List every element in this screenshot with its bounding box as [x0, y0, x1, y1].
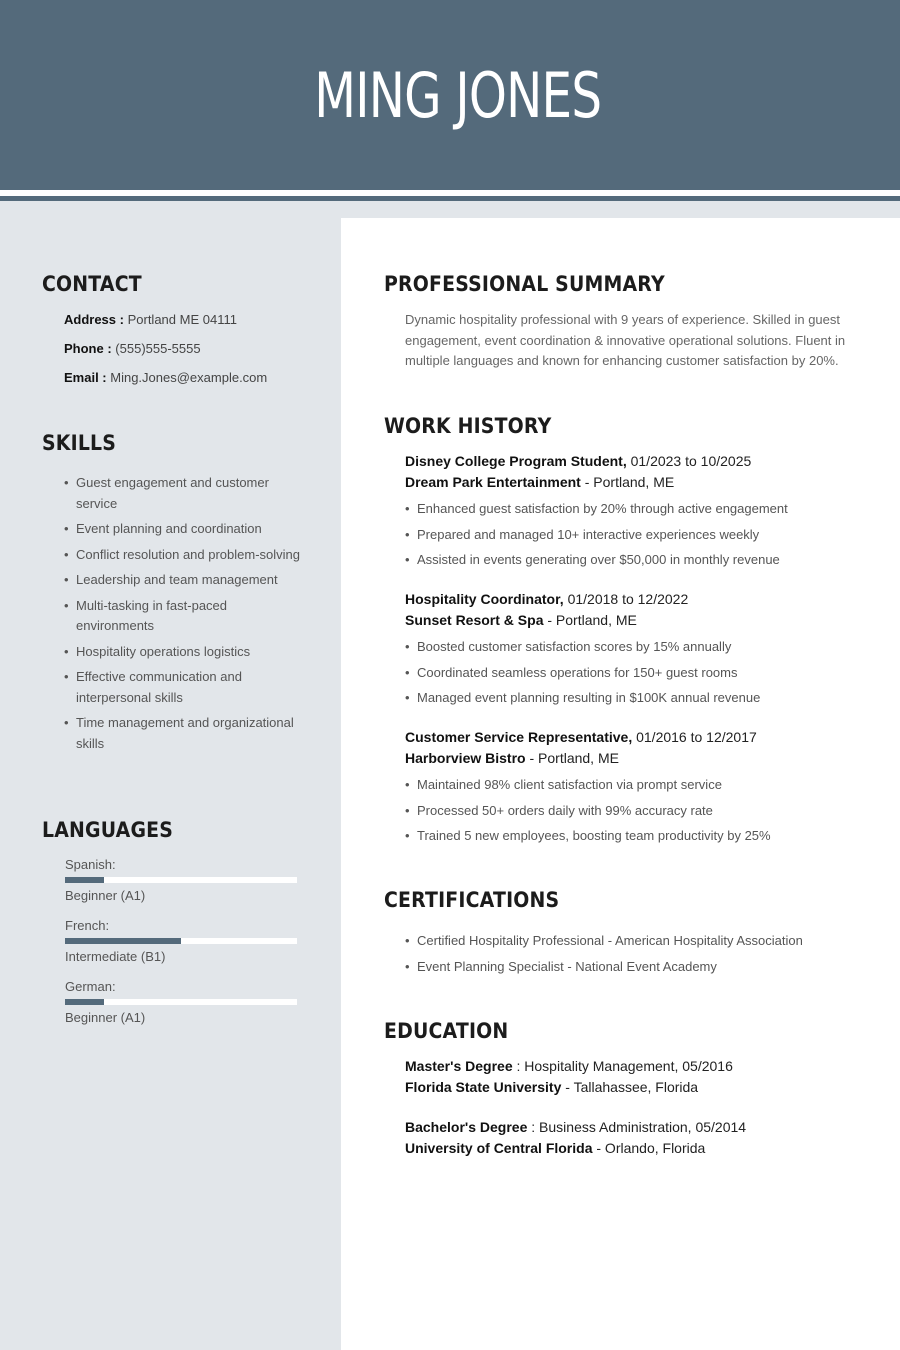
- email-value[interactable]: Ming.Jones@example.com: [110, 370, 268, 385]
- list-item: • Processed 50+ orders daily with 99% accuracy rate: [405, 798, 865, 824]
- certifications-heading: CERTIFICATIONS: [384, 888, 560, 912]
- job-company: Sunset Resort & Spa: [405, 611, 544, 628]
- address-label: Address :: [64, 312, 124, 327]
- job-dates: 01/2023 to 10/2025: [626, 453, 752, 469]
- proficiency-bar: [65, 877, 297, 883]
- list-item: • Event planning and coordination: [64, 519, 304, 540]
- contact-email: [64, 370, 267, 385]
- list-item: • Effective communication and interpersonal skills: [64, 667, 304, 708]
- job-entry: [405, 727, 865, 849]
- list-item: • Guest engagement and customer service: [64, 473, 304, 514]
- language-level: Intermediate (B1): [65, 949, 166, 964]
- job-title-line: [405, 727, 865, 748]
- languages-heading: LANGUAGES: [42, 818, 174, 842]
- education-school-line: [405, 1077, 733, 1098]
- language-name: German:: [65, 979, 116, 994]
- list-item: • Enhanced guest satisfaction by 20% through active engagement: [405, 496, 865, 522]
- contact-address: [64, 312, 237, 327]
- education-entry: [405, 1056, 733, 1097]
- language-item-spanish: [65, 856, 297, 905]
- education-location: - Orlando, Florida: [592, 1139, 706, 1156]
- education-degree-line: [405, 1117, 746, 1138]
- list-item: • Assisted in events generating over $50,000 in monthly revenue: [405, 547, 865, 573]
- list-item: • Event Planning Specialist - National Event Academy: [405, 954, 803, 980]
- phone-value: (555)555-5555: [115, 341, 201, 356]
- language-item-german: [65, 978, 297, 1027]
- email-label: Email :: [64, 370, 107, 385]
- education-entry: [405, 1117, 746, 1158]
- job-entry: [405, 589, 865, 711]
- job-title: Disney College Program Student,: [405, 453, 627, 469]
- language-name: Spanish:: [65, 857, 116, 872]
- summary-text: Dynamic hospitality professional with 9 years of experience. Skilled in guest engagement, event coordination & innovative operational solutions. Fluent in multiple languages and known for enhancing customer satisfaction by 20%.: [405, 312, 846, 368]
- job-location: - Portland, ME: [525, 749, 619, 766]
- skills-heading: SKILLS: [42, 431, 117, 455]
- language-item-french: [65, 917, 297, 966]
- proficiency-fill: [65, 877, 104, 883]
- education-degree: Master's Degree: [405, 1058, 513, 1074]
- education-field: : Hospitality Management, 05/2016: [512, 1058, 733, 1074]
- job-company-line: [405, 610, 865, 631]
- phone-label: Phone :: [64, 341, 112, 356]
- job-dates: 01/2018 to 12/2022: [563, 591, 689, 607]
- list-item: • Conflict resolution and problem-solving: [64, 545, 304, 566]
- resume-header: [0, 0, 900, 190]
- proficiency-fill: [65, 938, 181, 944]
- list-item: • Time management and organizational skills: [64, 713, 304, 754]
- job-entry: [405, 451, 865, 573]
- list-item: • Prepared and managed 10+ interactive experiences weekly: [405, 522, 865, 548]
- list-item: • Certified Hospitality Professional - American Hospitality Association: [405, 928, 803, 954]
- job-company: Dream Park Entertainment: [405, 473, 581, 490]
- job-company-line: [405, 472, 865, 493]
- list-item: • Hospitality operations logistics: [64, 642, 304, 663]
- job-title-line: [405, 451, 865, 472]
- list-item: • Coordinated seamless operations for 150+ guest rooms: [405, 660, 865, 686]
- work-history-heading: WORK HISTORY: [384, 414, 552, 438]
- skills-list: [64, 473, 304, 759]
- job-location: - Portland, ME: [543, 611, 637, 628]
- candidate-name: MING JONES: [314, 58, 602, 132]
- language-level: Beginner (A1): [65, 888, 146, 903]
- list-item: • Leadership and team management: [64, 570, 304, 591]
- contact-phone: [64, 341, 201, 356]
- proficiency-bar: [65, 938, 297, 944]
- language-level: Beginner (A1): [65, 1010, 146, 1025]
- education-school-line: [405, 1138, 746, 1159]
- job-bullets: [405, 496, 865, 573]
- contact-heading: CONTACT: [42, 272, 142, 296]
- education-location: - Tallahassee, Florida: [561, 1078, 699, 1095]
- education-school: University of Central Florida: [405, 1139, 593, 1156]
- job-location: - Portland, ME: [580, 473, 675, 490]
- address-value: Portland ME 04111: [127, 312, 237, 327]
- proficiency-fill: [65, 999, 104, 1005]
- job-dates: 01/2016 to 12/2017: [632, 729, 757, 745]
- education-degree: Bachelor's Degree: [405, 1119, 528, 1135]
- education-heading: EDUCATION: [384, 1019, 509, 1043]
- language-name: French:: [65, 918, 110, 933]
- job-company-line: [405, 748, 865, 769]
- list-item: • Multi-tasking in fast-paced environments: [64, 596, 304, 637]
- main-top-strip: [341, 201, 900, 218]
- list-item: • Boosted customer satisfaction scores by 15% annually: [405, 634, 865, 660]
- job-company: Harborview Bistro: [405, 749, 526, 766]
- education-field: : Business Administration, 05/2014: [527, 1119, 747, 1135]
- list-item: • Trained 5 new employees, boosting team productivity by 25%: [405, 823, 865, 849]
- job-title: Hospitality Coordinator,: [405, 591, 564, 607]
- job-bullets: [405, 634, 865, 711]
- proficiency-bar: [65, 999, 297, 1005]
- certifications-list: [405, 928, 803, 979]
- list-item: • Managed event planning resulting in $100K annual revenue: [405, 685, 865, 711]
- summary-heading: PROFESSIONAL SUMMARY: [384, 272, 665, 296]
- education-degree-line: [405, 1056, 733, 1077]
- education-school: Florida State University: [405, 1078, 562, 1095]
- job-title: Customer Service Representative,: [405, 729, 633, 745]
- list-item: • Maintained 98% client satisfaction via prompt service: [405, 772, 865, 798]
- job-bullets: [405, 772, 865, 849]
- job-title-line: [405, 589, 865, 610]
